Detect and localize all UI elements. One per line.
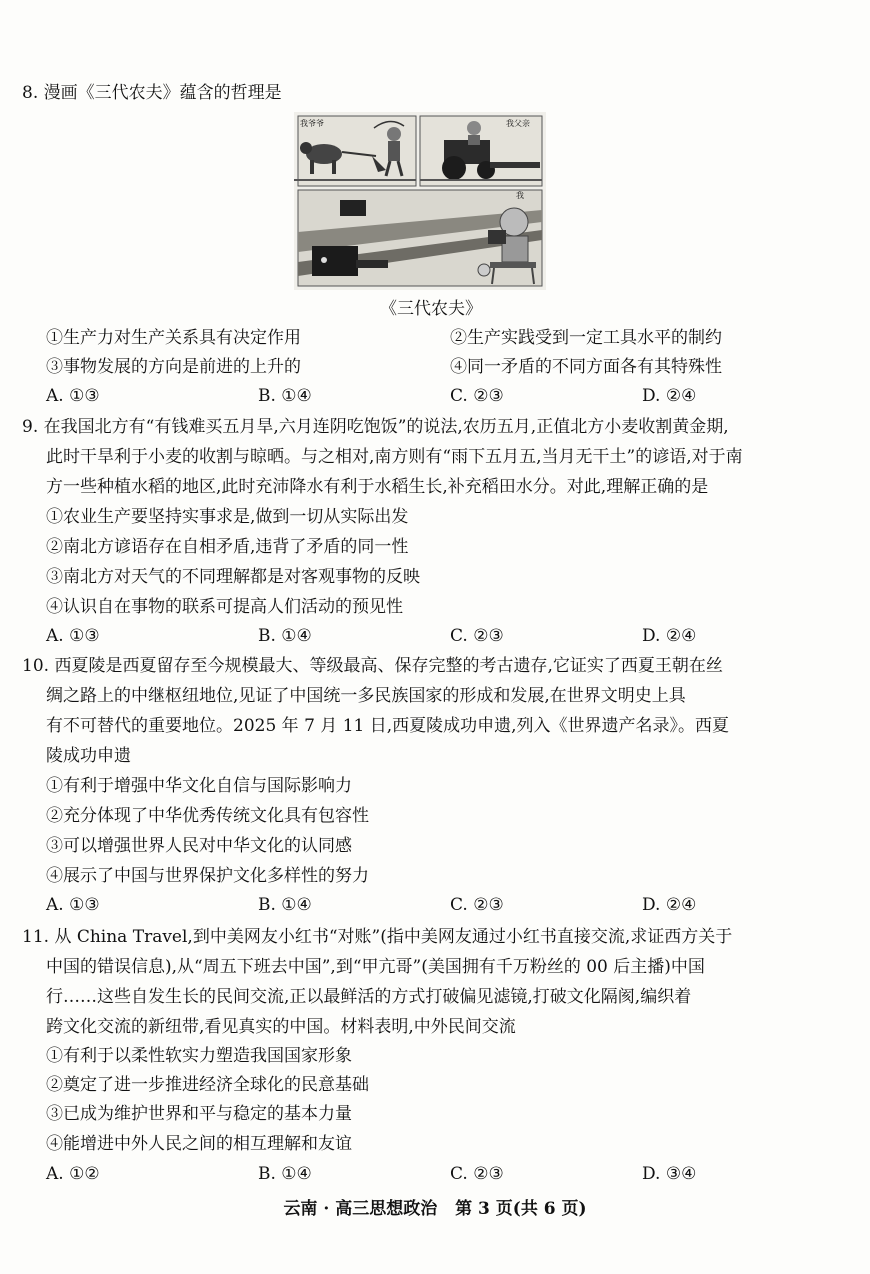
- q11-item-4: ④能增进中外人民之间的相互理解和友谊: [46, 1134, 352, 1154]
- q10-item-1: ①有利于增强中华文化自信与国际影响力: [46, 776, 352, 796]
- q8-choice-a: A. ①③: [46, 386, 100, 406]
- q8-item-4: ④同一矛盾的不同方面各有其特殊性: [450, 357, 722, 377]
- q9-choice-c: C. ②③: [450, 626, 504, 646]
- q11-item-1: ①有利于以柔性软实力塑造我国国家形象: [46, 1046, 352, 1066]
- q8-item-3: ③事物发展的方向是前进的上升的: [46, 357, 301, 377]
- q9-item-4: ④认识自在事物的联系可提高人们活动的预见性: [46, 597, 403, 617]
- q11-choice-b: B. ①④: [258, 1164, 312, 1184]
- q11-item-2: ②奠定了进一步推进经济全球化的民意基础: [46, 1075, 369, 1095]
- three-generations-farmer-cartoon: [294, 112, 546, 290]
- q10-choice-c: C. ②③: [450, 895, 504, 915]
- q8-choice-d: D. ②④: [642, 386, 697, 406]
- q10-line-4: 陵成功申遗: [46, 746, 131, 766]
- q10-item-2: ②充分体现了中华优秀传统文化具有包容性: [46, 806, 369, 826]
- q10-choice-b: B. ①④: [258, 895, 312, 915]
- page-footer: [0, 1198, 870, 1220]
- q10-choice-a: A. ①③: [46, 895, 100, 915]
- q8-item-2: ②生产实践受到一定工具水平的制约: [450, 328, 722, 348]
- q10-choice-d: D. ②④: [642, 895, 697, 915]
- q10-line-3: 有不可替代的重要地位。2025 年 7 月 11 日,西夏陵成功申遗,列入《世界遗产名录》。西夏: [46, 716, 730, 736]
- q11-choice-c: C. ②③: [450, 1164, 504, 1184]
- footer-page-number: 第 3 页(共 6 页): [455, 1199, 587, 1219]
- q11-line-3: 行……这些自发生长的民间交流,正以最鲜活的方式打破偏见滤镜,打破文化隔阂,编织着: [46, 987, 692, 1007]
- q9-item-1: ①农业生产要坚持实事求是,做到一切从实际出发: [46, 507, 409, 527]
- cartoon-label-father: 我父亲: [506, 119, 530, 128]
- q11-line-4: 跨文化交流的新纽带,看见真实的中国。材料表明,中外民间交流: [46, 1017, 516, 1037]
- q11-choice-d: D. ③④: [642, 1164, 697, 1184]
- cartoon-label-grandfather: 我爷爷: [300, 119, 324, 128]
- cartoon-caption: 《三代农夫》: [380, 299, 482, 319]
- q10-line-1: 10. 西夏陵是西夏留存至今规模最大、等级最高、保存完整的考古遗存,它证实了西夏王朝在丝: [22, 656, 723, 676]
- q8-choice-c: C. ②③: [450, 386, 504, 406]
- q11-item-3: ③已成为维护世界和平与稳定的基本力量: [46, 1104, 352, 1124]
- q9-line-2: 此时干旱利于小麦的收割与晾晒。与之相对,南方则有“雨下五月五,当月无干土”的谚语,对于南: [46, 447, 743, 467]
- footer-subject: 云南 · 高三思想政治: [283, 1199, 438, 1219]
- q10-line-2: 绸之路上的中继枢纽地位,见证了中国统一多民族国家的形成和发展,在世界文明史上具: [46, 686, 686, 706]
- q9-choice-b: B. ①④: [258, 626, 312, 646]
- q9-line-1: 9. 在我国北方有“有钱难买五月旱,六月连阴吃饱饭”的说法,农历五月,正值北方小麦收割黄金期,: [22, 417, 729, 437]
- q9-item-3: ③南北方对天气的不同理解都是对客观事物的反映: [46, 567, 420, 587]
- q9-choice-a: A. ①③: [46, 626, 100, 646]
- q9-choice-d: D. ②④: [642, 626, 697, 646]
- q10-item-4: ④展示了中国与世界保护文化多样性的努力: [46, 866, 369, 886]
- q11-line-1: 11. 从 China Travel,到中美网友小红书“对账”(指中美网友通过小红书直接交流,求证西方关于: [22, 927, 733, 947]
- q9-item-2: ②南北方谚语存在自相矛盾,违背了矛盾的同一性: [46, 537, 409, 557]
- q11-choice-a: A. ①②: [46, 1164, 100, 1184]
- q8-choice-b: B. ①④: [258, 386, 312, 406]
- q9-line-3: 方一些种植水稻的地区,此时充沛降水有利于水稻生长,补充稻田水分。对此,理解正确的是: [46, 477, 709, 497]
- cartoon-label-me: 我: [516, 191, 524, 200]
- q11-line-2: 中国的错误信息),从“周五下班去中国”,到“甲亢哥”(美国拥有千万粉丝的 00 后主播)中国: [46, 957, 705, 977]
- q8-item-1: ①生产力对生产关系具有决定作用: [46, 328, 301, 348]
- q8-stem: 8. 漫画《三代农夫》蕴含的哲理是: [22, 83, 282, 103]
- q10-item-3: ③可以增强世界人民对中华文化的认同感: [46, 836, 352, 856]
